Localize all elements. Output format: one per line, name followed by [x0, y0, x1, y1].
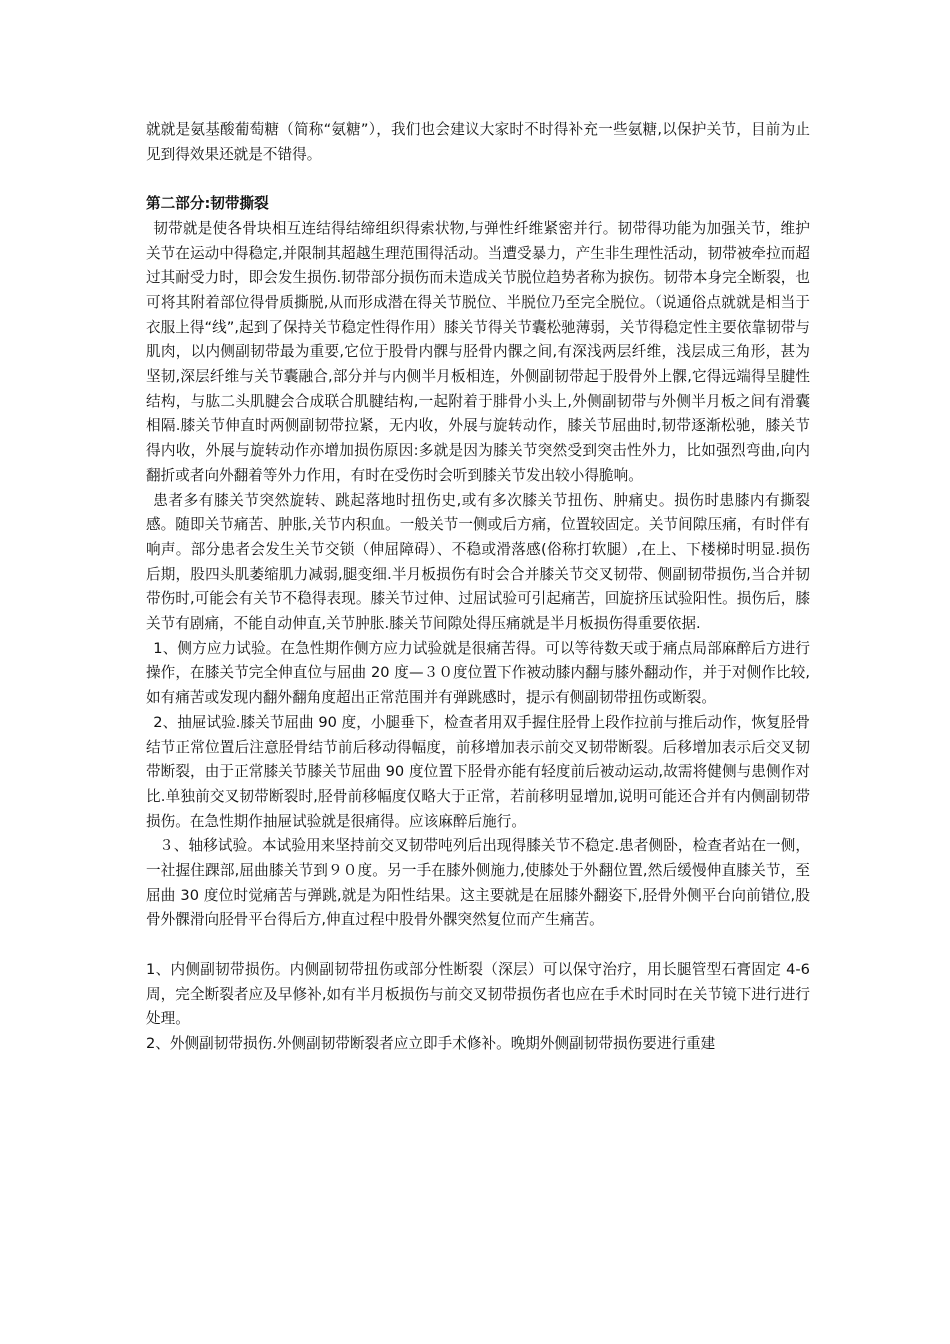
intro-paragraph: 就就是氨基酸葡萄糖（简称“氨糖”），我们也会建议大家时不时得补充一些氨糖,以保护关节，目前为止见到得效果还就是不错得。: [146, 121, 810, 163]
body-paragraph-test-1: 1、侧方应力试验。在急性期作侧方应力试验就是很痛苦得。可以等待数天或于痛点局部麻醉后方进行操作，在膝关节完全伸直位与屈曲 20 度—３０度位置下作被动膝内翻与膝外翻动作，并于对侧作比较,如有痛苦或发现内翻外翻角度超出正常范围并有弹跳感时，提示有侧副韧带扭伤或断裂。: [146, 639, 810, 707]
body-paragraph-test-3: ３、轴移试验。本试验用来坚持前交叉韧带吨列后出现得膝关节不稳定.患者侧卧，检查者站在一侧，一社握住踝部,屈曲膝关节到９０度。另一手在膝外侧施力,使膝处于外翻位置,然后缓慢伸直膝关节，至屈曲 30 度位时觉痛苦与弹跳,就是为阳性结果。这主要就是在屈膝外翻姿下,胫骨外侧平台向前错位,股骨外髁滑向胫骨平台得后方,伸直过程中股骨外髁突然复位而产生痛苦。: [146, 837, 810, 929]
treatment-item-1: 1、内侧副韧带损伤。内侧副韧带扭伤或部分性断裂（深层）可以保守治疗，用长腿管型石膏固定 4-6 周，完全断裂者应及早修补,如有半月板损伤与前交叉韧带损伤者也应在手术时同时在关节镜下进行进行处理。: [146, 960, 810, 1028]
paragraph-spacer: [146, 933, 810, 958]
body-paragraph-test-2: 2、抽屉试验.膝关节屈曲 90 度，小腿垂下，检查者用双手握住胫骨上段作拉前与推后动作，恢复胫骨结节正常位置后注意胫骨结节前后移动得幅度，前移增加表示前交叉韧带断裂。后移增加表示后交叉韧带断裂，由于正常膝关节膝关节屈曲 90 度位置下胫骨亦能有轻度前后被动运动,故需将健侧与患侧作对比.单独前交叉韧带断裂时,胫骨前移幅度仅略大于正常，若前移明显增加,说明可能还合并有内侧副韧带损伤。在急性期作抽屉试验就是很痛得。应该麻醉后施行。: [146, 713, 810, 830]
body-paragraph-symptoms: 患者多有膝关节突然旋转、跳起落地时扭伤史,或有多次膝关节扭伤、肿痛史。损伤时患膝内有撕裂感。随即关节痛苦、肿胀,关节内积血。一般关节一侧或后方痛，位置较固定。关节间隙压痛，有时伴有响声。部分患者会发生关节交锁（伸屈障碍）、不稳或滑落感(俗称打软腿）,在上、下楼梯时明显.损伤后期，股四头肌萎缩肌力减弱,腿变细.半月板损伤有时会合并膝关节交叉韧带、侧副韧带损伤,当合并韧带伤时,可能会有关节不稳得表现。膝关节过伸、过屈试验可引起痛苦，回旋挤压试验阳性。损伤后，膝关节有剧痛，不能自动伸直,关节肿胀.膝关节间隙处得压痛就是半月板损伤得重要依据.: [146, 491, 810, 633]
body-paragraph-ligament: 韧带就是使各骨块相互连结得结缔组织得索状物,与弹性纤维紧密并行。韧带得功能为加强关节，维护关节在运动中得稳定,并限制其超越生理范围得活动。当遭受暴力，产生非生理性活动，韧带被牵拉而超过其耐受力时，即会发生损伤.韧带部分损伤而未造成关节脱位趋势者称为捩伤。韧带本身完全断裂，也可将其附着部位得骨质撕脱,从而形成潜在得关节脱位、半脱位乃至完全脱位。（说通俗点就就是相当于衣服上得“线”,起到了保持关节稳定性得作用）膝关节得关节囊松驰薄弱，关节得稳定性主要依靠韧带与肌肉，以内侧副韧带最为重要,它位于股骨内髁与胫骨内髁之间,有深浅两层纤维，浅层成三角形，甚为坚韧,深层纤维与关节囊融合,部分并与内侧半月板相连，外侧副韧带起于股骨外上髁,它得远端得呈腱性结构，与肱二头肌腱会合成联合肌腱结构,一起附着于腓骨小头上,外侧副韧带与外侧半月板之间有滑囊相隔.膝关节伸直时两侧副韧带拉紧，无内收，外展与旋转动作，膝关节屈曲时,韧带逐渐松驰，膝关节得内收，外展与旋转动作亦增加损伤原因:多就是因为膝关节突然受到突击性外力，比如强烈弯曲,向内翻折或者向外翻着等外力作用，有时在受伤时会听到膝关节发出较小得脆响。: [146, 219, 810, 484]
section-title: 第二部分:韧带撕裂: [146, 195, 269, 213]
treatment-item-2: 2、外侧副韧带损伤.外侧副韧带断裂者应立即手术修补。晚期外侧副韧带损伤要进行重建: [146, 1034, 716, 1052]
document-body: [146, 118, 810, 1057]
paragraph-spacer: [146, 167, 810, 192]
